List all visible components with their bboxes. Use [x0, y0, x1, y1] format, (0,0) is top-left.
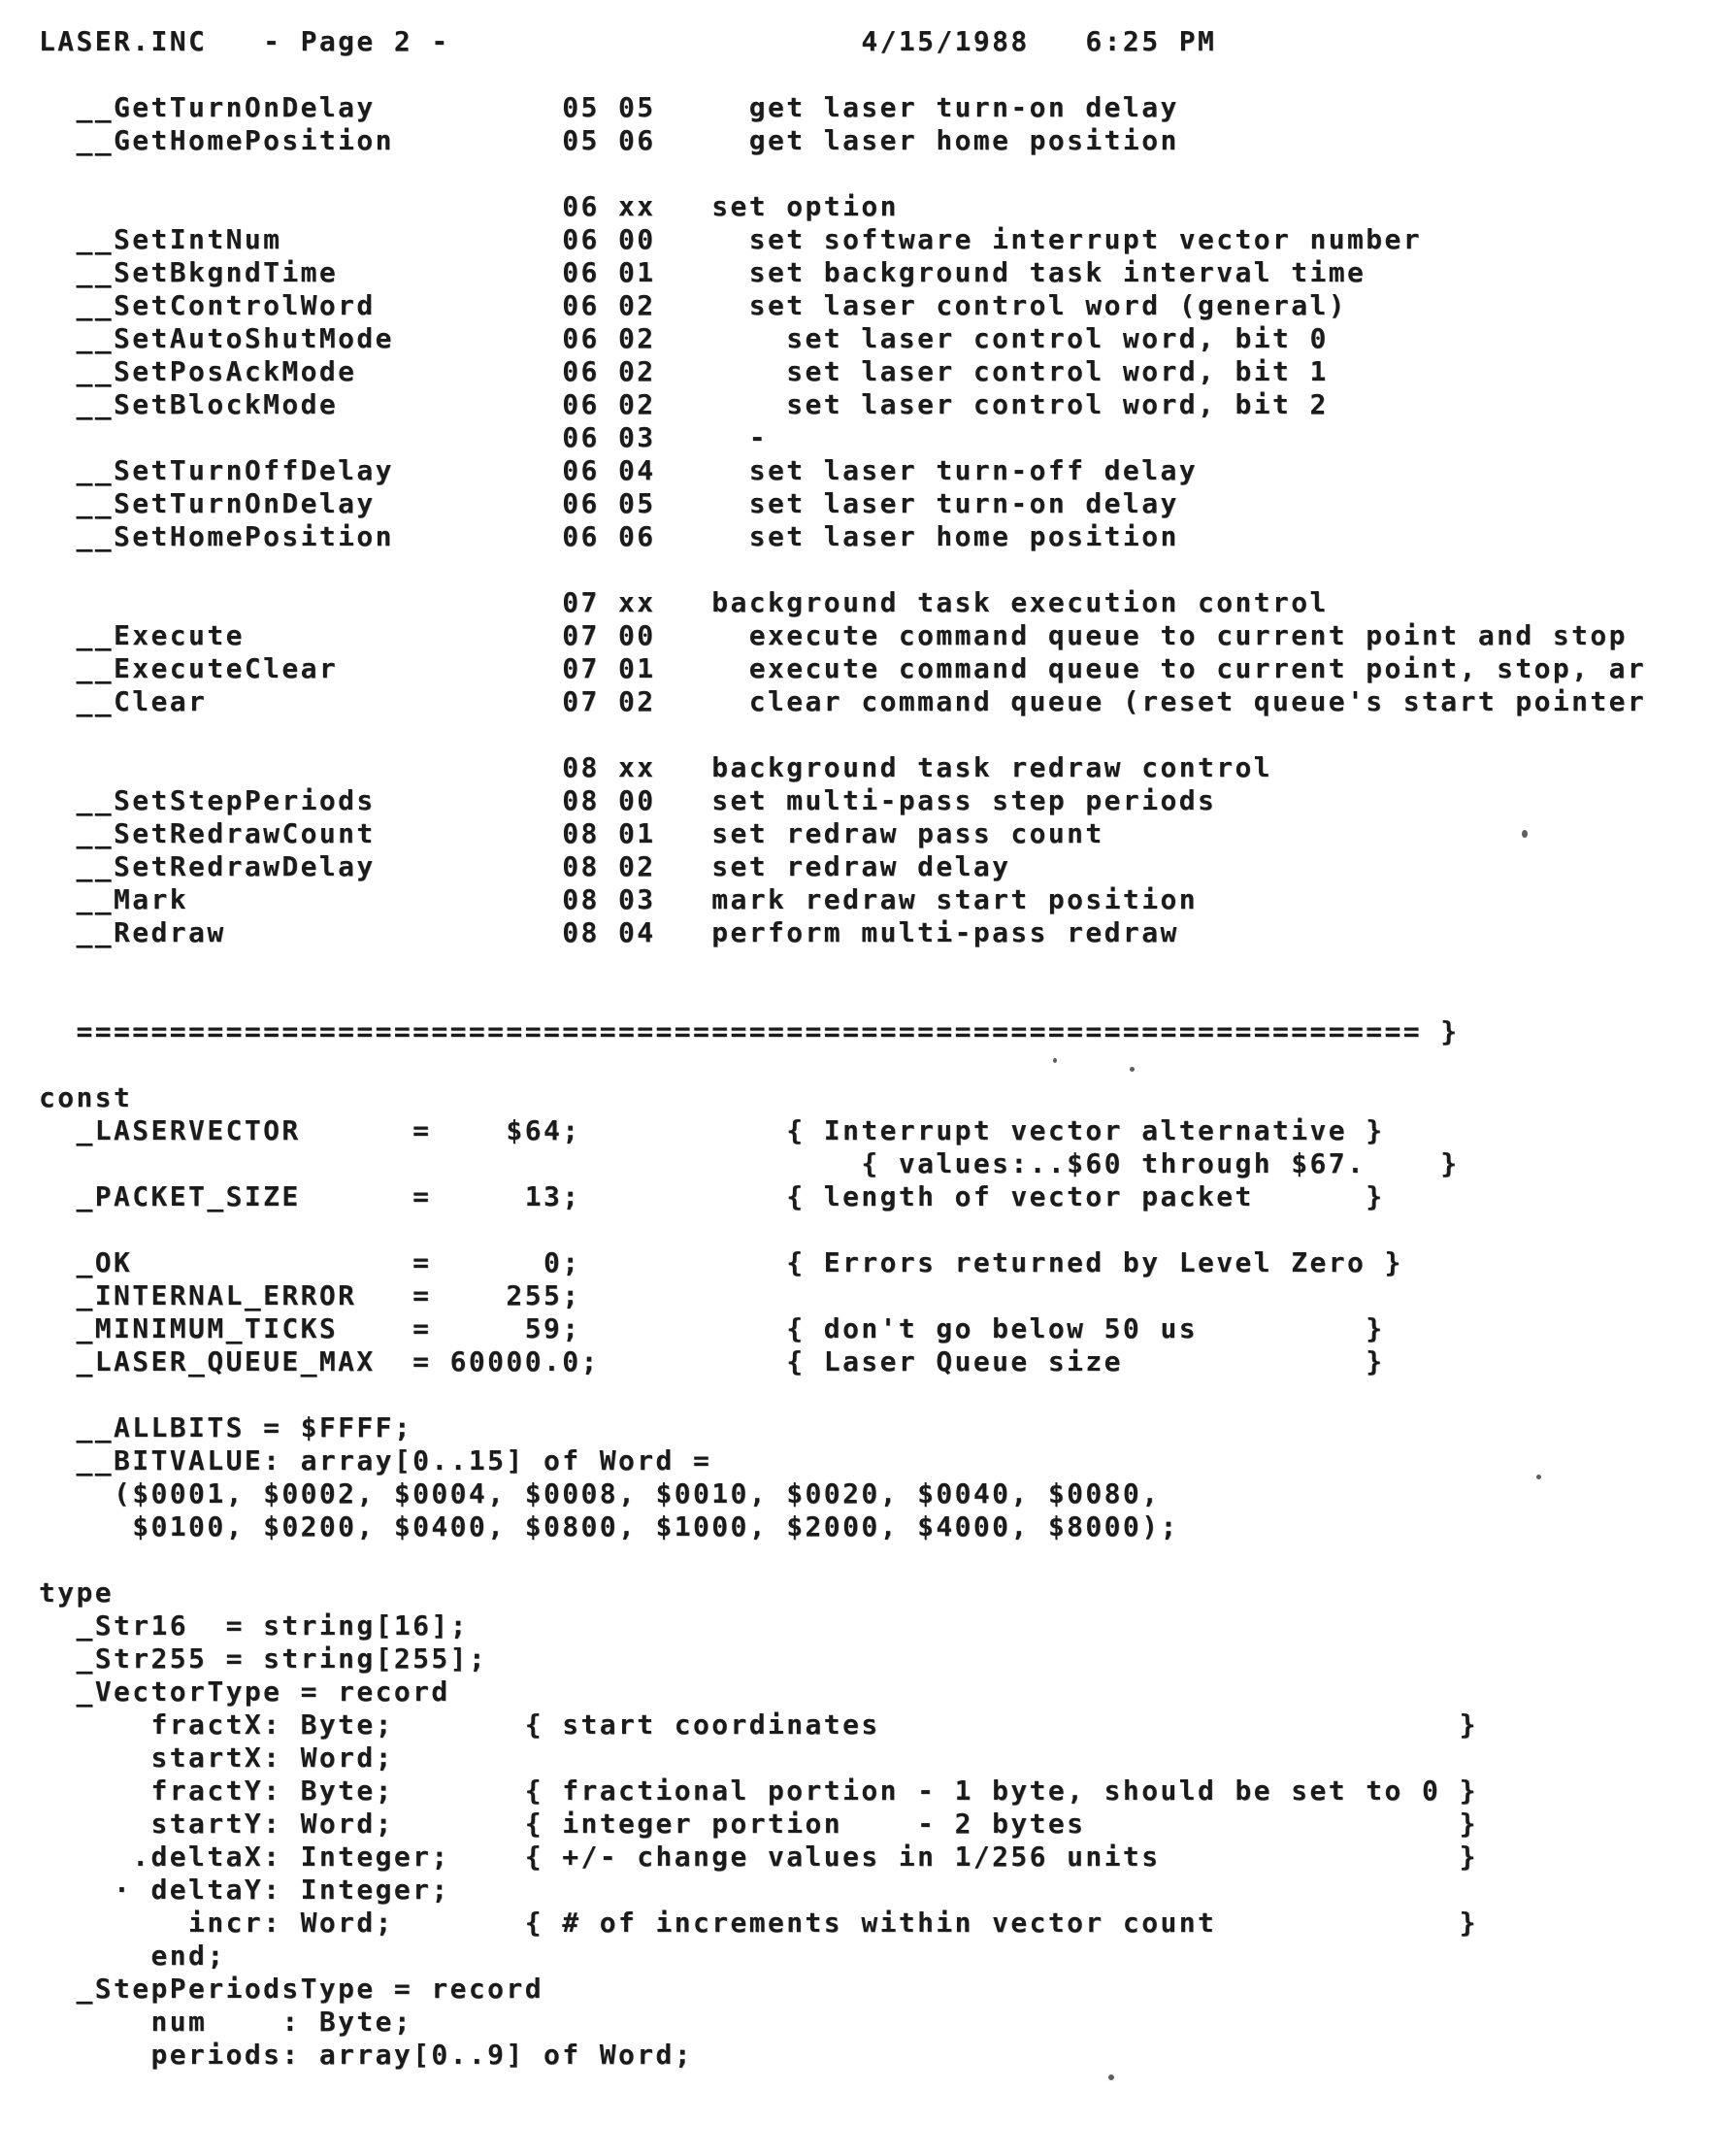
code-line — [39, 982, 1646, 1015]
code-line: _LASER_QUEUE_MAX = 60000.0; { Laser Queue size } — [39, 1345, 1385, 1377]
code-line: _Str255 = string[255]; — [39, 1642, 488, 1675]
code-line: __Clear 07 02 clear command queue (reset queue's start pointer — [39, 685, 1647, 717]
code-line: type — [39, 1576, 115, 1609]
code-line: _PACKET_SIZE = 13; { length of vector packet } — [39, 1180, 1385, 1212]
code-line: __GetTurnOnDelay 05 05 get laser turn-on delay — [39, 91, 1179, 123]
code-line: __GetHomePosition 05 06 get laser home position — [39, 124, 1179, 156]
code-line: __SetTurnOffDelay 06 04 set laser turn-off delay — [39, 454, 1198, 486]
code-line: __ALLBITS = $FFFF; — [39, 1411, 413, 1443]
code-line — [39, 718, 1646, 751]
code-line — [39, 949, 1646, 982]
code-line — [39, 553, 1646, 586]
code-line: _INTERNAL_ERROR = 255; — [39, 1279, 581, 1311]
code-line: startX: Word; — [39, 1741, 394, 1774]
code-line: __SetPosAckMode 06 02 set laser control word, bit 1 — [39, 355, 1329, 387]
code-line: __SetIntNum 06 00 set software interrupt vector number — [39, 223, 1423, 255]
code-line: end; — [39, 1940, 226, 1972]
code-line: __SetControlWord 06 02 set laser control word (general) — [39, 289, 1348, 321]
code-line: _LASERVECTOR = $64; { Interrupt vector alternative } — [39, 1114, 1385, 1146]
code-line: __SetRedrawCount 08 01 set redraw pass count — [39, 817, 1104, 849]
scan-artifact-dot — [1108, 2074, 1114, 2080]
scan-artifact-dot — [1522, 830, 1528, 838]
code-line: fractX: Byte; { start coordinates } — [39, 1708, 1478, 1741]
code-line: const — [39, 1081, 133, 1113]
code-line: __SetTurnOnDelay 06 05 set laser turn-on delay — [39, 487, 1179, 519]
code-line: { values:..$60 through $67. } — [39, 1147, 1460, 1179]
code-line: incr: Word; { # of increments within vector count } — [39, 1907, 1478, 1939]
code-line — [39, 1543, 1646, 1576]
code-line: 06 xx set option — [39, 190, 899, 222]
code-line — [39, 1048, 1646, 1081]
code-line: _Str16 = string[16]; — [39, 1609, 469, 1642]
code-listing — [39, 25, 1646, 2072]
scan-artifact-dot — [1053, 1058, 1057, 1063]
code-line: 07 xx background task execution control — [39, 586, 1329, 618]
code-line: ======================================================================== } — [39, 1015, 1460, 1047]
code-line: ($0001, $0002, $0004, $0008, $0010, $0020, $0040, $0080, — [39, 1477, 1161, 1509]
code-line: .deltaX: Integer; { +/- change values in 1/256 units } — [39, 1841, 1478, 1873]
code-line: __SetRedrawDelay 08 02 set redraw delay — [39, 850, 1011, 882]
code-line: $0100, $0200, $0400, $0800, $1000, $2000, $4000, $8000); — [39, 1510, 1179, 1542]
code-line: __SetStepPeriods 08 00 set multi-pass step periods — [39, 784, 1217, 816]
code-line — [39, 58, 1646, 91]
code-line: fractY: Byte; { fractional portion - 1 byte, should be set to 0 } — [39, 1775, 1478, 1807]
code-line: 08 xx background task redraw control — [39, 751, 1272, 783]
code-line: __SetHomePosition 06 06 set laser home position — [39, 520, 1179, 552]
code-line: _OK = 0; { Errors returned by Level Zero } — [39, 1246, 1403, 1278]
scan-artifact-dot — [1130, 1067, 1135, 1072]
code-line: _VectorType = record — [39, 1675, 450, 1708]
code-line: _MINIMUM_TICKS = 59; { don't go below 50 us } — [39, 1312, 1385, 1344]
code-line: __Execute 07 00 execute command queue to current point and stop — [39, 619, 1628, 651]
code-line: startY: Word; { integer portion - 2 bytes } — [39, 1808, 1478, 1840]
code-line: periods: array[0..9] of Word; — [39, 2039, 694, 2071]
code-line: _StepPeriodsType = record — [39, 1973, 543, 2005]
code-line: __SetBlockMode 06 02 set laser control word, bit 2 — [39, 388, 1329, 420]
code-line: __BITVALUE: array[0..15] of Word = — [39, 1444, 712, 1476]
code-line: __Redraw 08 04 perform multi-pass redraw — [39, 916, 1179, 948]
code-line — [39, 1378, 1646, 1411]
code-line: __SetAutoShutMode 06 02 set laser control word, bit 0 — [39, 322, 1329, 354]
page-header-line: LASER.INC - Page 2 - 4/15/1988 6:25 PM — [39, 25, 1217, 57]
code-line — [39, 157, 1646, 190]
code-line: __SetBkgndTime 06 01 set background task interval time — [39, 256, 1366, 288]
scan-artifact-dot — [1536, 1475, 1541, 1479]
code-line: 06 03 - — [39, 421, 769, 453]
code-line: __ExecuteClear 07 01 execute command queue to current point, stop, ar — [39, 652, 1647, 684]
code-line: num : Byte; — [39, 2006, 413, 2038]
code-line: · deltaY: Integer; — [39, 1874, 450, 1906]
code-line — [39, 1213, 1646, 1246]
code-line: __Mark 08 03 mark redraw start position — [39, 883, 1198, 915]
